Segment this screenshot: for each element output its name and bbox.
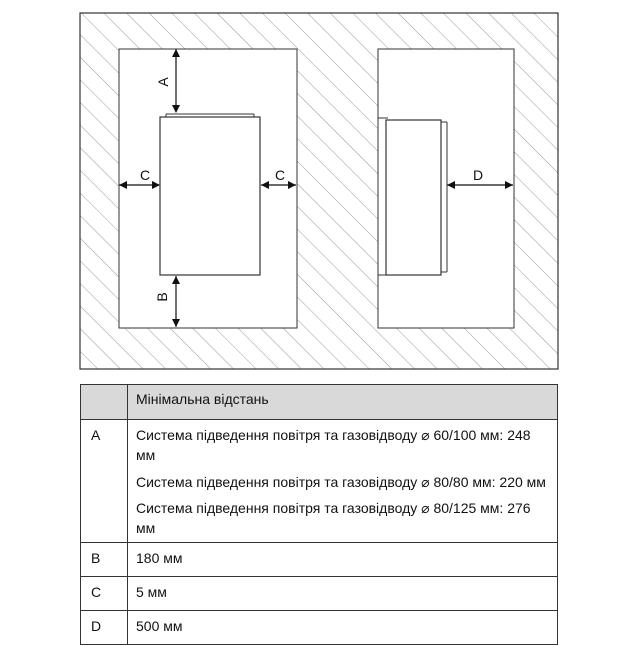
row-key: C bbox=[81, 577, 128, 611]
row-key: A bbox=[81, 420, 128, 543]
row-value-line: Система підведення повітря та газовідводу ⌀ 80/80 мм: 220 мм bbox=[136, 473, 546, 490]
dimension-c-left-label: C bbox=[139, 167, 151, 183]
dimension-d-label: D bbox=[472, 167, 484, 183]
row-value-line: Система підведення повітря та газовідводу ⌀ 80/125 мм: 276 мм bbox=[136, 499, 531, 537]
header-key-cell bbox=[81, 385, 128, 420]
row-value bbox=[128, 420, 558, 543]
table-header-row bbox=[81, 385, 558, 420]
row-value-line: Система підведення повітря та газовідводу ⌀ 60/100 мм: 248 мм bbox=[136, 427, 531, 464]
dimension-b-label: B bbox=[154, 292, 170, 302]
dimension-c-right-label: C bbox=[274, 167, 286, 183]
table-row bbox=[81, 577, 558, 611]
table-row bbox=[81, 543, 558, 577]
row-value: 5 мм bbox=[128, 577, 558, 611]
row-value: 180 мм bbox=[128, 543, 558, 577]
dimension-a-label: A bbox=[155, 77, 171, 87]
clearance-table bbox=[80, 384, 558, 645]
boiler-front-view bbox=[160, 114, 260, 275]
row-key: D bbox=[81, 611, 128, 645]
table-row bbox=[81, 420, 558, 543]
row-value: 500 мм bbox=[128, 611, 558, 645]
boiler-side-view bbox=[378, 118, 447, 275]
row-key: B bbox=[81, 543, 128, 577]
header-value-cell: Мінімальна відстань bbox=[128, 385, 558, 420]
